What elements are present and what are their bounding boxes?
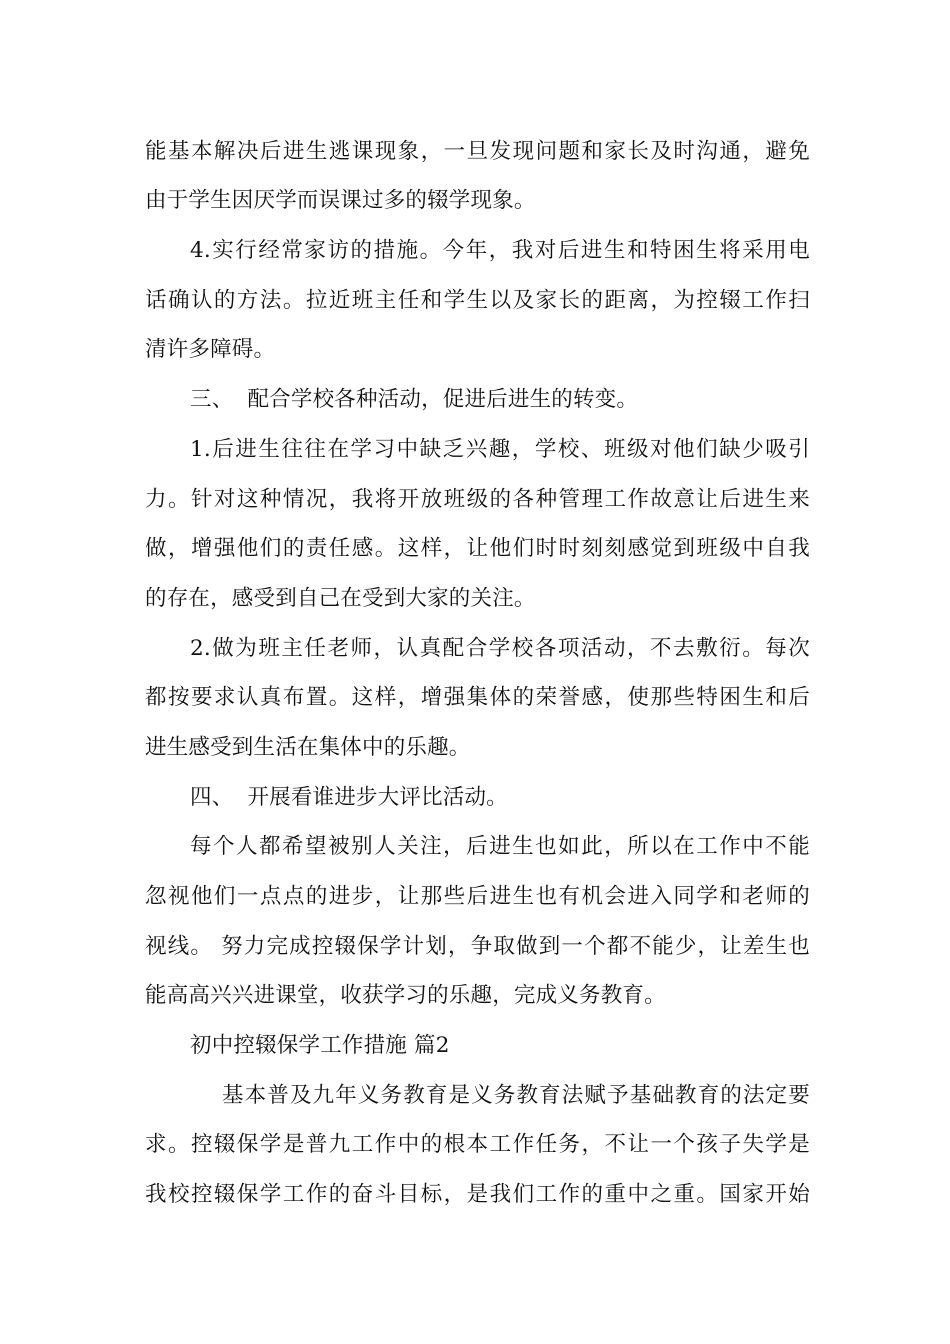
section-heading: 三、 配合学校各种活动，促进后进生的转变。 [190,387,639,412]
article-heading: 初中控辍保学工作措施 篇2 [190,1033,450,1058]
paragraph-line: 能基本解决后进生逃课现象，一旦发现问题和家长及时沟通，避免 [145,139,810,164]
paragraph-line: 由于学生因厌学而误课过多的辍学现象。 [145,188,536,213]
paragraph-line: 忽视他们一点点的进步，让那些后进生也有机会进入同学和老师的 [145,884,810,909]
paragraph-line: 视线。 努力完成控辍保学计划，争取做到一个都不能少，让差生也 [145,934,810,959]
paragraph-line: 我校控辍保学工作的奋斗目标，是我们工作的重中之重。国家开始 [145,1182,810,1207]
paragraph-line: 能高高兴兴进课堂，收获学习的乐趣，完成义务教育。 [145,983,666,1008]
paragraph-line: 进生感受到生活在集体中的乐趣。 [145,735,471,760]
paragraph-line: 力。针对这种情况，我将开放班级的各种管理工作故意让后进生来 [145,487,810,512]
paragraph-line: 清许多障碍。 [145,337,276,362]
paragraph-line: 1.后进生往往在学习中缺乏兴趣，学校、班级对他们缺少吸引 [190,437,810,462]
paragraph-line: 的存在，感受到自己在受到大家的关注。 [145,586,536,611]
section-heading: 四、 开展看谁进步大评比活动。 [190,785,508,810]
paragraph-line: 求。控辍保学是普九工作中的根本工作任务，不让一个孩子失学是 [145,1132,810,1157]
paragraph-line: 都按要求认真布置。这样，增强集体的荣誉感，使那些特困生和后 [145,685,810,710]
paragraph-line: 4.实行经常家访的措施。今年，我对后进生和特困生将采用电 [190,238,810,263]
paragraph-line: 每个人都希望被别人关注，后进生也如此，所以在工作中不能 [190,834,810,859]
paragraph-line: 基本普及九年义务教育是义务教育法赋予基础教育的法定要 [222,1083,810,1108]
paragraph-line: 做，增强他们的责任感。这样，让他们时时刻刻感觉到班级中自我 [145,536,810,561]
paragraph-line: 2.做为班主任老师，认真配合学校各项活动，不去敷衍。每次 [190,636,810,661]
paragraph-line: 话确认的方法。拉近班主任和学生以及家长的距离，为控辍工作扫 [145,288,810,313]
